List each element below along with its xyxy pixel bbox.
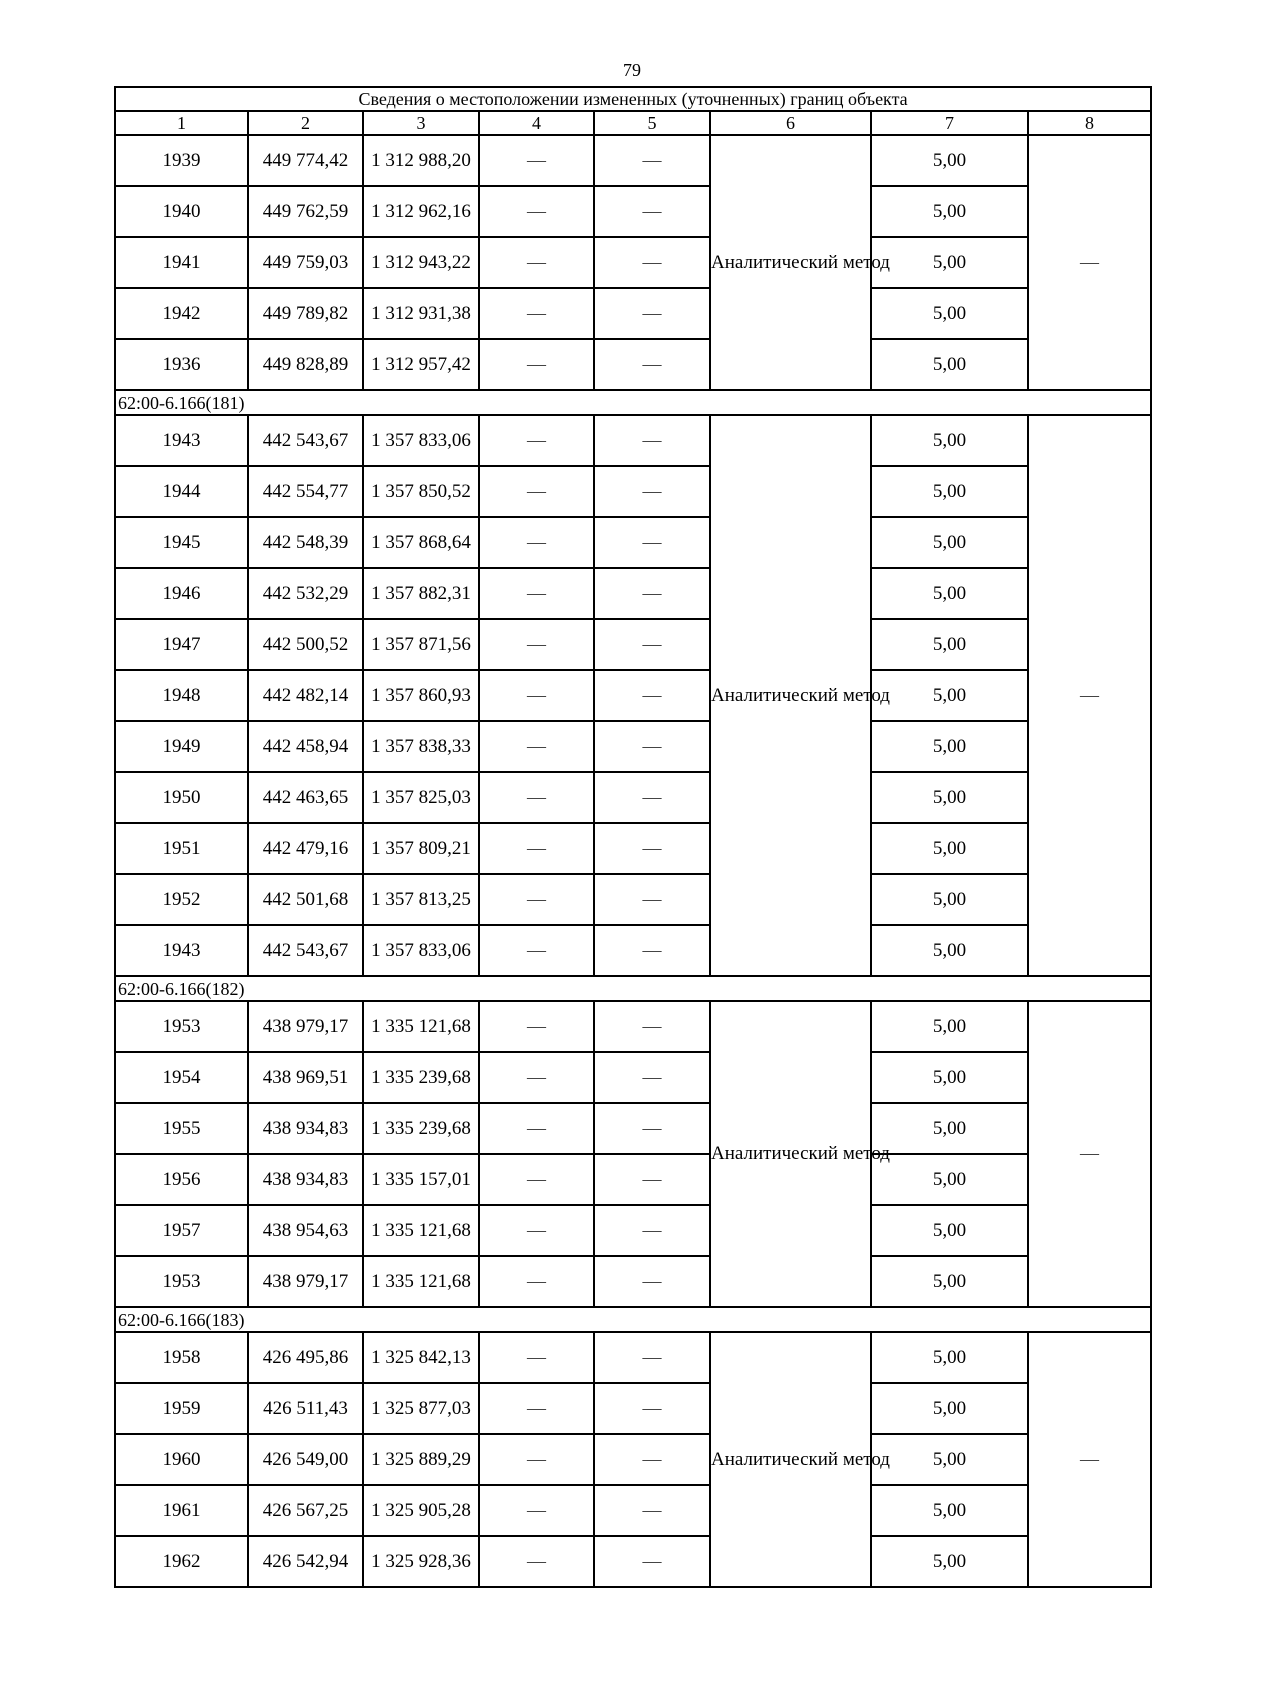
x-coordinate-cell: 442 554,77	[248, 466, 363, 517]
point-number-cell: 1961	[115, 1485, 248, 1536]
column-4-cell: —	[479, 874, 594, 925]
accuracy-cell: 5,00	[871, 1332, 1028, 1383]
point-number-cell: 1954	[115, 1052, 248, 1103]
column-4-cell: —	[479, 1256, 594, 1307]
column-4-cell: —	[479, 1205, 594, 1256]
x-coordinate-cell: 426 511,43	[248, 1383, 363, 1434]
point-number-cell: 1950	[115, 772, 248, 823]
column-number: 4	[479, 111, 594, 135]
point-number-cell: 1936	[115, 339, 248, 390]
table-row	[115, 288, 1151, 339]
x-coordinate-cell: 449 762,59	[248, 186, 363, 237]
column-number: 7	[871, 111, 1028, 135]
accuracy-cell: 5,00	[871, 619, 1028, 670]
column-5-cell: —	[594, 1536, 710, 1587]
accuracy-cell: 5,00	[871, 1001, 1028, 1052]
accuracy-cell: 5,00	[871, 1485, 1028, 1536]
boundary-coordinates-table	[114, 86, 1152, 1588]
y-coordinate-cell: 1 325 842,13	[363, 1332, 479, 1383]
point-number-cell: 1952	[115, 874, 248, 925]
column-number: 8	[1028, 111, 1151, 135]
y-coordinate-cell: 1 312 943,22	[363, 237, 479, 288]
accuracy-cell: 5,00	[871, 288, 1028, 339]
point-number-cell: 1943	[115, 415, 248, 466]
y-coordinate-cell: 1 357 850,52	[363, 466, 479, 517]
column-5-cell: —	[594, 925, 710, 976]
column-number-row	[115, 111, 1151, 135]
column-8-cell: —	[1028, 1001, 1151, 1307]
method-cell: Аналитический метод	[710, 1001, 871, 1307]
x-coordinate-cell: 442 501,68	[248, 874, 363, 925]
column-4-cell: —	[479, 721, 594, 772]
accuracy-cell: 5,00	[871, 1154, 1028, 1205]
accuracy-cell: 5,00	[871, 415, 1028, 466]
column-number: 2	[248, 111, 363, 135]
x-coordinate-cell: 442 543,67	[248, 925, 363, 976]
table-row	[115, 874, 1151, 925]
y-coordinate-cell: 1 357 868,64	[363, 517, 479, 568]
point-number-cell: 1944	[115, 466, 248, 517]
y-coordinate-cell: 1 335 157,01	[363, 1154, 479, 1205]
column-8-cell: —	[1028, 415, 1151, 976]
y-coordinate-cell: 1 312 962,16	[363, 186, 479, 237]
x-coordinate-cell: 449 828,89	[248, 339, 363, 390]
column-4-cell: —	[479, 1383, 594, 1434]
column-4-cell: —	[479, 1154, 594, 1205]
column-5-cell: —	[594, 721, 710, 772]
column-4-cell: —	[479, 1434, 594, 1485]
accuracy-cell: 5,00	[871, 1205, 1028, 1256]
column-number: 5	[594, 111, 710, 135]
column-5-cell: —	[594, 1052, 710, 1103]
x-coordinate-cell: 438 969,51	[248, 1052, 363, 1103]
column-5-cell: —	[594, 1434, 710, 1485]
column-5-cell: —	[594, 568, 710, 619]
column-8-cell: —	[1028, 1332, 1151, 1587]
point-number-cell: 1960	[115, 1434, 248, 1485]
column-5-cell: —	[594, 1383, 710, 1434]
table-row	[115, 1332, 1151, 1383]
table-row	[115, 772, 1151, 823]
y-coordinate-cell: 1 357 871,56	[363, 619, 479, 670]
point-number-cell: 1957	[115, 1205, 248, 1256]
x-coordinate-cell: 442 482,14	[248, 670, 363, 721]
table-row	[115, 1103, 1151, 1154]
accuracy-cell: 5,00	[871, 1103, 1028, 1154]
column-4-cell: —	[479, 1536, 594, 1587]
table-row	[115, 1536, 1151, 1587]
y-coordinate-cell: 1 357 833,06	[363, 415, 479, 466]
column-5-cell: —	[594, 1205, 710, 1256]
accuracy-cell: 5,00	[871, 772, 1028, 823]
table-row	[115, 1052, 1151, 1103]
x-coordinate-cell: 442 463,65	[248, 772, 363, 823]
point-number-cell: 1956	[115, 1154, 248, 1205]
point-number-cell: 1962	[115, 1536, 248, 1587]
x-coordinate-cell: 438 954,63	[248, 1205, 363, 1256]
accuracy-cell: 5,00	[871, 186, 1028, 237]
y-coordinate-cell: 1 335 121,68	[363, 1256, 479, 1307]
column-5-cell: —	[594, 466, 710, 517]
accuracy-cell: 5,00	[871, 1536, 1028, 1587]
point-number-cell: 1955	[115, 1103, 248, 1154]
x-coordinate-cell: 449 789,82	[248, 288, 363, 339]
table-row	[115, 186, 1151, 237]
point-number-cell: 1949	[115, 721, 248, 772]
y-coordinate-cell: 1 335 239,68	[363, 1052, 479, 1103]
table-row	[115, 466, 1151, 517]
column-number: 6	[710, 111, 871, 135]
table-row	[115, 339, 1151, 390]
y-coordinate-cell: 1 357 838,33	[363, 721, 479, 772]
column-4-cell: —	[479, 415, 594, 466]
point-number-cell: 1942	[115, 288, 248, 339]
column-5-cell: —	[594, 517, 710, 568]
section-label: 62:00-6.166(182)	[115, 976, 1151, 1001]
column-4-cell: —	[479, 568, 594, 619]
table-row	[115, 517, 1151, 568]
table-row	[115, 925, 1151, 976]
x-coordinate-cell: 442 543,67	[248, 415, 363, 466]
table-row	[115, 619, 1151, 670]
accuracy-cell: 5,00	[871, 925, 1028, 976]
column-5-cell: —	[594, 237, 710, 288]
y-coordinate-cell: 1 357 813,25	[363, 874, 479, 925]
x-coordinate-cell: 426 567,25	[248, 1485, 363, 1536]
column-8-cell: —	[1028, 135, 1151, 390]
column-4-cell: —	[479, 1052, 594, 1103]
y-coordinate-cell: 1 357 825,03	[363, 772, 479, 823]
column-4-cell: —	[479, 670, 594, 721]
point-number-cell: 1953	[115, 1001, 248, 1052]
x-coordinate-cell: 438 979,17	[248, 1001, 363, 1052]
table-body	[115, 87, 1151, 1587]
point-number-cell: 1951	[115, 823, 248, 874]
method-cell: Аналитический метод	[710, 135, 871, 390]
column-4-cell: —	[479, 288, 594, 339]
column-4-cell: —	[479, 237, 594, 288]
column-5-cell: —	[594, 1256, 710, 1307]
column-4-cell: —	[479, 823, 594, 874]
table-row	[115, 1205, 1151, 1256]
point-number-cell: 1958	[115, 1332, 248, 1383]
y-coordinate-cell: 1 325 889,29	[363, 1434, 479, 1485]
page-number: 79	[623, 60, 641, 80]
y-coordinate-cell: 1 312 931,38	[363, 288, 479, 339]
table-row	[115, 1434, 1151, 1485]
x-coordinate-cell: 442 532,29	[248, 568, 363, 619]
column-5-cell: —	[594, 619, 710, 670]
column-4-cell: —	[479, 1485, 594, 1536]
point-number-cell: 1939	[115, 135, 248, 186]
accuracy-cell: 5,00	[871, 568, 1028, 619]
column-4-cell: —	[479, 1103, 594, 1154]
column-4-cell: —	[479, 186, 594, 237]
column-5-cell: —	[594, 135, 710, 186]
section-label: 62:00-6.166(181)	[115, 390, 1151, 415]
y-coordinate-cell: 1 357 860,93	[363, 670, 479, 721]
x-coordinate-cell: 426 542,94	[248, 1536, 363, 1587]
y-coordinate-cell: 1 357 882,31	[363, 568, 479, 619]
column-5-cell: —	[594, 1332, 710, 1383]
method-cell: Аналитический метод	[710, 415, 871, 976]
column-5-cell: —	[594, 670, 710, 721]
section-header-row	[115, 1307, 1151, 1332]
point-number-cell: 1948	[115, 670, 248, 721]
point-number-cell: 1945	[115, 517, 248, 568]
y-coordinate-cell: 1 325 905,28	[363, 1485, 479, 1536]
table-row	[115, 1383, 1151, 1434]
accuracy-cell: 5,00	[871, 517, 1028, 568]
accuracy-cell: 5,00	[871, 721, 1028, 772]
table-row	[115, 1485, 1151, 1536]
table-title-row	[115, 87, 1151, 111]
column-4-cell: —	[479, 517, 594, 568]
column-5-cell: —	[594, 1154, 710, 1205]
y-coordinate-cell: 1 357 833,06	[363, 925, 479, 976]
table-row	[115, 721, 1151, 772]
point-number-cell: 1941	[115, 237, 248, 288]
y-coordinate-cell: 1 312 957,42	[363, 339, 479, 390]
accuracy-cell: 5,00	[871, 237, 1028, 288]
table-row	[115, 1001, 1151, 1052]
y-coordinate-cell: 1 357 809,21	[363, 823, 479, 874]
section-label: 62:00-6.166(183)	[115, 1307, 1151, 1332]
x-coordinate-cell: 449 774,42	[248, 135, 363, 186]
column-4-cell: —	[479, 339, 594, 390]
accuracy-cell: 5,00	[871, 1434, 1028, 1485]
column-number: 3	[363, 111, 479, 135]
table-row	[115, 1154, 1151, 1205]
point-number-cell: 1953	[115, 1256, 248, 1307]
y-coordinate-cell: 1 312 988,20	[363, 135, 479, 186]
x-coordinate-cell: 442 479,16	[248, 823, 363, 874]
accuracy-cell: 5,00	[871, 823, 1028, 874]
table-row	[115, 568, 1151, 619]
x-coordinate-cell: 442 458,94	[248, 721, 363, 772]
table-row	[115, 1256, 1151, 1307]
x-coordinate-cell: 449 759,03	[248, 237, 363, 288]
column-5-cell: —	[594, 1001, 710, 1052]
table-row	[115, 237, 1151, 288]
column-5-cell: —	[594, 772, 710, 823]
x-coordinate-cell: 438 934,83	[248, 1103, 363, 1154]
accuracy-cell: 5,00	[871, 874, 1028, 925]
column-5-cell: —	[594, 874, 710, 925]
point-number-cell: 1946	[115, 568, 248, 619]
accuracy-cell: 5,00	[871, 1256, 1028, 1307]
x-coordinate-cell: 438 979,17	[248, 1256, 363, 1307]
point-number-cell: 1947	[115, 619, 248, 670]
column-4-cell: —	[479, 466, 594, 517]
x-coordinate-cell: 438 934,83	[248, 1154, 363, 1205]
column-5-cell: —	[594, 1103, 710, 1154]
column-4-cell: —	[479, 1001, 594, 1052]
column-4-cell: —	[479, 772, 594, 823]
y-coordinate-cell: 1 325 877,03	[363, 1383, 479, 1434]
column-4-cell: —	[479, 925, 594, 976]
accuracy-cell: 5,00	[871, 466, 1028, 517]
point-number-cell: 1943	[115, 925, 248, 976]
column-5-cell: —	[594, 1485, 710, 1536]
accuracy-cell: 5,00	[871, 670, 1028, 721]
x-coordinate-cell: 426 549,00	[248, 1434, 363, 1485]
x-coordinate-cell: 442 548,39	[248, 517, 363, 568]
section-header-row	[115, 390, 1151, 415]
table-title: Сведения о местоположении измененных (уточненных) границ объекта	[115, 87, 1151, 111]
column-4-cell: —	[479, 1332, 594, 1383]
column-4-cell: —	[479, 619, 594, 670]
y-coordinate-cell: 1 335 121,68	[363, 1205, 479, 1256]
table-row	[115, 135, 1151, 186]
point-number-cell: 1940	[115, 186, 248, 237]
column-5-cell: —	[594, 288, 710, 339]
y-coordinate-cell: 1 335 239,68	[363, 1103, 479, 1154]
column-5-cell: —	[594, 415, 710, 466]
x-coordinate-cell: 442 500,52	[248, 619, 363, 670]
y-coordinate-cell: 1 335 121,68	[363, 1001, 479, 1052]
column-5-cell: —	[594, 339, 710, 390]
section-header-row	[115, 976, 1151, 1001]
column-4-cell: —	[479, 135, 594, 186]
table-row	[115, 415, 1151, 466]
method-cell: Аналитический метод	[710, 1332, 871, 1587]
column-5-cell: —	[594, 186, 710, 237]
x-coordinate-cell: 426 495,86	[248, 1332, 363, 1383]
column-5-cell: —	[594, 823, 710, 874]
y-coordinate-cell: 1 325 928,36	[363, 1536, 479, 1587]
table-row	[115, 823, 1151, 874]
point-number-cell: 1959	[115, 1383, 248, 1434]
accuracy-cell: 5,00	[871, 1052, 1028, 1103]
accuracy-cell: 5,00	[871, 1383, 1028, 1434]
accuracy-cell: 5,00	[871, 339, 1028, 390]
column-number: 1	[115, 111, 248, 135]
table-row	[115, 670, 1151, 721]
accuracy-cell: 5,00	[871, 135, 1028, 186]
